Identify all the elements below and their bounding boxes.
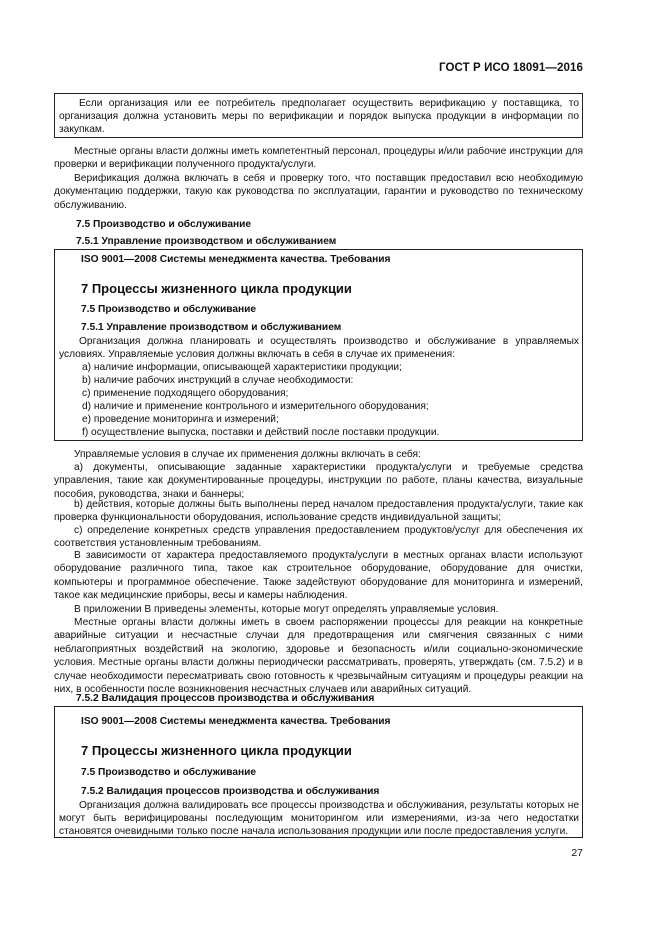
quote-box-text: Если организация или ее потребитель предполагает осуществить верификацию у поставщика, то организация должна установить меры по верификации и порядок выпуска продукции в информации по закупкам. bbox=[59, 98, 579, 136]
list-item: e) проведение мониторинга и измерений; bbox=[82, 414, 279, 425]
section-heading-7-5: 7.5 Производство и обслуживание bbox=[76, 219, 252, 230]
paragraph-appendix: В приложении В приведены элементы, которые могут определять управляемые условия. bbox=[74, 604, 499, 615]
paragraph-conditions-intro: Управляемые условия в случае их применения должны включать в себя: bbox=[74, 449, 421, 460]
paragraph-item-a: a) документы, описывающие заданные характеристики продукта/услуги и требуемые средства управления, такие как документированные процедуры, инструкции по работе, планы качества, визуальные пособия, руководства, знаки и баннеры; bbox=[54, 462, 583, 500]
standard-title: ISO 9001—2008 Системы менеджмента качества. Требования bbox=[81, 254, 391, 265]
paragraph-staff: Местные органы власти должны иметь компетентный персонал, процедуры и/или рабочие инструкции для проверки и верификации полученного продукта/услуги. bbox=[54, 146, 583, 171]
box-heading-7-5-1: 7.5.1 Управление производством и обслуживанием bbox=[81, 322, 342, 333]
page-number: 27 bbox=[571, 847, 583, 859]
paragraph-verification: Верификация должна включать в себя и проверку того, что поставщик предоставил всю необходимую документацию поддержки, такую как руководства по эксплуатации, гарантии и руководство по техническому обслуживанию. bbox=[54, 173, 583, 211]
paragraph-equipment: В зависимости от характера предоставляемого продукта/услуги в местных органах власти используют оборудование различного типа, такое как строительное оборудование, оборудование для очистки, компьютеры и программное обеспечение. Также задействуют оборудование для мониторинга и измерений, такое как медицинские приборы, весы и камеры наблюдения. bbox=[54, 550, 583, 602]
quote-box-iso-7-5-2 bbox=[54, 706, 583, 838]
document-id-header: ГОСТ Р ИСО 18091—2016 bbox=[438, 62, 583, 74]
paragraph-item-b: b) действия, которые должны быть выполнены перед началом предоставления продукта/услуги, такие как проверка функциональности оборудования, использование средств индивидуальной защиты; bbox=[54, 499, 583, 524]
standard-title: ISO 9001—2008 Системы менеджмента качества. Требования bbox=[81, 716, 391, 727]
quote-box-procurement bbox=[54, 93, 583, 138]
box-validation-text: Организация должна валидировать все процессы производства и обслуживания, результаты которых не могут быть верифицированы последующим мониторингом или измерениями, из-за чего недостатки становятся очевидными только после начала использования продукции или после предоставления услуги. bbox=[59, 800, 579, 838]
quote-box-iso-7-5-1 bbox=[54, 249, 583, 441]
section-heading-7-5-2: 7.5.2 Валидация процессов производства и обслуживания bbox=[76, 693, 375, 704]
box-intro-text: Организация должна планировать и осуществлять производство и обслуживание в управляемых условиях. Управляемые условия должны включать в себя в случае их применения: bbox=[59, 336, 579, 361]
chapter-title: 7 Процессы жизненного цикла продукции bbox=[81, 743, 352, 758]
paragraph-emergency: Местные органы власти должны иметь в своем распоряжении процессы для реакции на конкретные аварийные ситуации и несчастные случаи для предотвращения или смягчения связанных с ними неблагоприятных воздействий на экологию, здоровье и безопасность и/или социально-экономические условия. Местные органы власти должны периодически рассматривать, проверять, утверждать (см. 7.5.2) и в случае необходимости пересматривать свою готовность к чрезвычайным ситуациям и процедуры реакции на них, в особенности после возникновения несчастных случаев или аварийных ситуаций. bbox=[54, 617, 583, 696]
chapter-title: 7 Процессы жизненного цикла продукции bbox=[81, 281, 352, 296]
list-item: f) осуществление выпуска, поставки и действий после поставки продукции. bbox=[82, 427, 440, 438]
box-heading-7-5: 7.5 Производство и обслуживание bbox=[81, 304, 257, 315]
list-item: d) наличие и применение контрольного и измерительного оборудования; bbox=[82, 401, 429, 412]
list-item: a) наличие информации, описывающей характеристики продукции; bbox=[82, 362, 402, 373]
section-heading-7-5-1: 7.5.1 Управление производством и обслуживанием bbox=[76, 236, 337, 247]
paragraph-item-c: c) определение конкретных средств управления предоставлением продуктов/услуг для обеспечения их соответствия установленным требованиям. bbox=[54, 525, 583, 550]
list-item: c) применение подходящего оборудования; bbox=[82, 388, 289, 399]
box-heading-7-5-2: 7.5.2 Валидация процессов производства и обслуживания bbox=[81, 786, 380, 797]
box-heading-7-5: 7.5 Производство и обслуживание bbox=[81, 767, 257, 778]
list-item: b) наличие рабочих инструкций в случае необходимости: bbox=[82, 375, 354, 386]
